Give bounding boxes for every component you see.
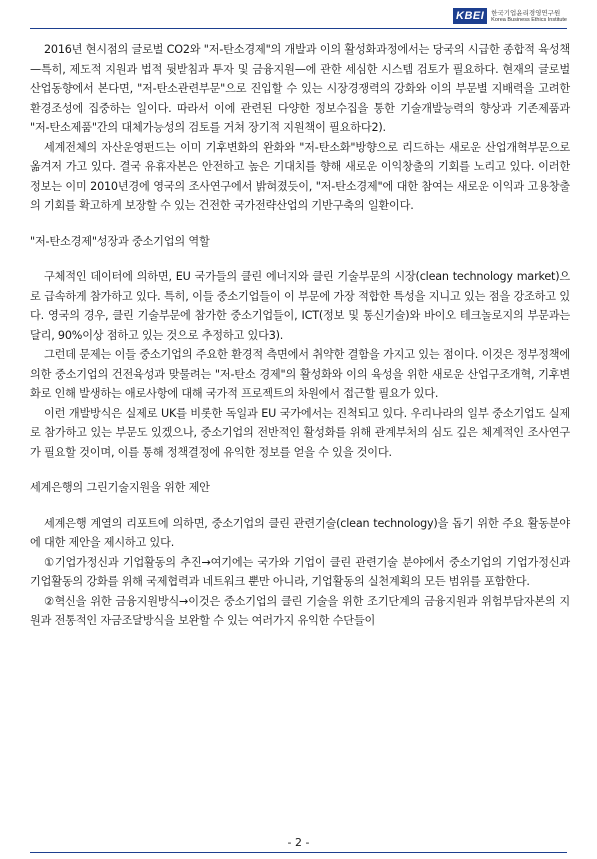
paragraph-7: ①기업가정신과 기업활동의 추진→여기에는 국가와 기업이 클린 관련기술 분야에서 중소기업의 기업가정신과 기업활동의 강화를 위해 국제협력과 네트워크 뿐만 아니라, 기업활동의 실천계획의 모든 범위를 포함한다. xyxy=(30,555,570,588)
paragraph-5: 이런 개발방식은 실제로 UK를 비롯한 독일과 EU 국가에서는 진척되고 있다. 우리나라의 일부 중소기업도 실제로 참가하고 있는 부문도 있겠으나, 중소기업의 전반적인 활성화를 위해 관계부처의 심도 깊은 체계적인 조사연구가 필요할 것이며, 이를 통해 정책결정에 유익한 정보를 얻을 수 있을 것이다. xyxy=(30,406,570,459)
logo-mark: KBEI xyxy=(453,8,487,24)
footer-divider xyxy=(30,852,567,853)
logo-english-name: Korea Business Ethics Institute xyxy=(491,16,567,23)
section-heading-low-carbon-sme: "저-탄소경제"성장과 중소기업의 역할 xyxy=(30,234,210,248)
paragraph-4: 그런데 문제는 이들 중소기업의 주요한 환경적 측면에서 취약한 결함을 가지고 있는 점이다. 이것은 정부정책에 의한 중소기업의 건전육성과 맞물려는 "저-탄소 경제"의 활성화와 이의 육성을 위한 새로운 산업구조개혁, 기후변화로 인해 발생하는 애로사항에 대해 국가적 프로젝트의 차원에서 접근할 필요가 있다. xyxy=(30,348,570,400)
institute-logo xyxy=(453,8,567,24)
document-body xyxy=(30,40,570,631)
paragraph-6: 세계은행 계열의 리포트에 의하면, 중소기업의 클린 관련기술(clean technology)을 돕기 위한 주요 활동분야에 대한 제안을 제시하고 있다. xyxy=(30,516,570,549)
logo-korean-name: 한국기업윤리경영연구원 xyxy=(491,8,561,17)
header-divider xyxy=(30,28,567,29)
paragraph-8: ②혁신을 위한 금융지원방식→이것은 중소기업의 클린 기술을 위한 조기단계의 금융지원과 위험부담자본의 지원과 전통적인 자금조달방식을 보완할 수 있는 여러가지 유익한 수단들이 xyxy=(30,594,570,627)
paragraph-3: 구체적인 데이터에 의하면, EU 국가들의 클린 에너지와 클린 기술부문의 시장(clean technology market)으로 급속하게 참가하고 있다. 특히, 이들 중소기업들이 이 부문에 가장 적합한 특성을 지니고 있는 점을 강조하고 있다. 영국의 경우, 클린 기술부문에 참가한 중소기업들이, ICT(정보 및 통신기술)와 바이오 테크놀로지의 부문과는 달리, 90%이상 점하고 있는 것으로 추정하고 있다3). xyxy=(30,270,570,342)
section-heading-world-bank: 세계은행의 그린기술지원을 위한 제안 xyxy=(30,481,210,494)
page-number: - 2 - xyxy=(287,836,310,849)
paragraph-1: 2016년 현시점의 글로벌 CO2와 "저-탄소경제"의 개발과 이의 활성화과정에서는 당국의 시급한 종합적 육성책—특히, 제도적 지원과 법적 뒷받침과 투자 및 금융지원—에 관한 세심한 시스템 검토가 필요하다. 현재의 글로벌 산업동향에서 본다면, "저-탄소관련부문"으로 진입할 수 있는 시장경쟁력의 강화와 이의 부문별 지배력을 고려한 환경조성에 집중하는 일이다. 따라서 이에 관련된 다양한 정보수집을 통한 기술개발능력의 향상과 기존제품과 "저-탄소제품"간의 대체가능성의 검토를 거쳐 장기적 지원책이 필요하다2). xyxy=(30,43,570,134)
logo-text xyxy=(491,9,567,24)
paragraph-2: 세계전체의 자산운영펀드는 이미 기후변화의 완화와 "저-탄소화"방향으로 리드하는 새로운 산업개혁부문으로 옮겨저 가고 있다. 결국 유휴자본은 안전하고 높은 기대치를 향해 새로운 이익창출의 기회를 노리고 있다. 이러한 정보는 이미 2010년경에 영국의 조사연구에서 밝혀졌듯이, "저-탄소경제"에 대한 참여는 새로운 이익과 고용창출의 기회를 확고하게 보장할 수 있는 건전한 국가전략산업의 기반구축의 일환이다. xyxy=(30,140,570,212)
